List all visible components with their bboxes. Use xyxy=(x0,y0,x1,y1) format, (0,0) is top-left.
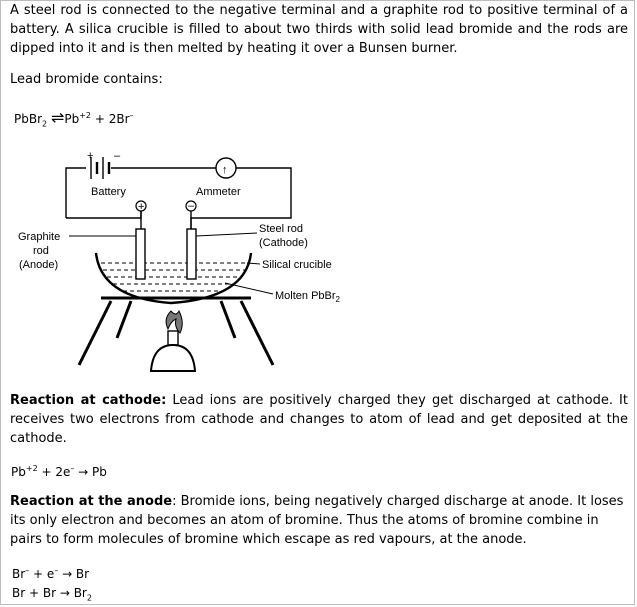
burner-base xyxy=(151,345,195,371)
anode-equation-1: Br– + e– → Br xyxy=(12,566,90,581)
crucible-label: Silical crucible xyxy=(262,259,332,271)
svg-text:(Anode): (Anode) xyxy=(19,259,59,271)
intro-paragraph: A steel rod is connected to the negative terminal and a graphite rod to positive terminal of a battery. A silica crucible is filled to about two thirds with solid lead bromide and the rods are dipped into it and is then melted by heating it over a Bunsen burner. xyxy=(10,3,628,56)
anode-sign: + xyxy=(138,201,145,213)
battery-label: Battery xyxy=(91,186,126,198)
contains-line: Lead bromide contains: xyxy=(10,72,163,87)
molten-label: Molten PbBr$_2$ xyxy=(275,290,340,304)
cathode-sign: – xyxy=(188,200,195,212)
svg-text:(Cathode): (Cathode) xyxy=(259,237,308,249)
flame xyxy=(166,311,182,333)
anode-equation-2: $Br + Br \to Br_2$ xyxy=(12,586,92,603)
molten-liquid xyxy=(101,263,247,291)
anode-paragraph: Reaction at the anode: Bromide ions, being negatively charged discharge at anode. It loses its only electron and becomes an atom of bromine. Thus the atoms of bromine combine in pairs to form molecules of bromine which escape as red vapours, at the anode. xyxy=(10,494,624,547)
svg-text:rod: rod xyxy=(33,245,49,257)
svg-text:+: + xyxy=(87,150,94,162)
electrolysis-diagram xyxy=(11,143,361,381)
svg-text:↑: ↑ xyxy=(222,164,228,176)
battery-symbol xyxy=(87,150,121,179)
steel-rod xyxy=(187,229,196,279)
graphite-rod xyxy=(136,229,145,279)
ammeter-symbol xyxy=(216,158,236,178)
ammeter-label: Ammeter xyxy=(196,186,241,198)
svg-text:–: – xyxy=(114,150,121,162)
cathode-equation: $Pb^{+2} + 2e^- \to Pb$ xyxy=(11,464,107,479)
dissociation-equation: PbBr$_2$ $\rightleftharpoons Pb^{+2} + 2Br^-$ xyxy=(14,108,134,129)
burner-tube xyxy=(168,331,178,345)
cathode-paragraph: Reaction at cathode: Lead ions are positively charged they get discharged at cathode. It receives two electrons from cathode and changes to atom of lead and get deposited at the cathode. xyxy=(10,393,628,446)
steel-rod-label: Steel rod xyxy=(259,223,304,235)
graphite-label: Graphite xyxy=(18,231,61,243)
crucible-shape xyxy=(96,253,251,303)
